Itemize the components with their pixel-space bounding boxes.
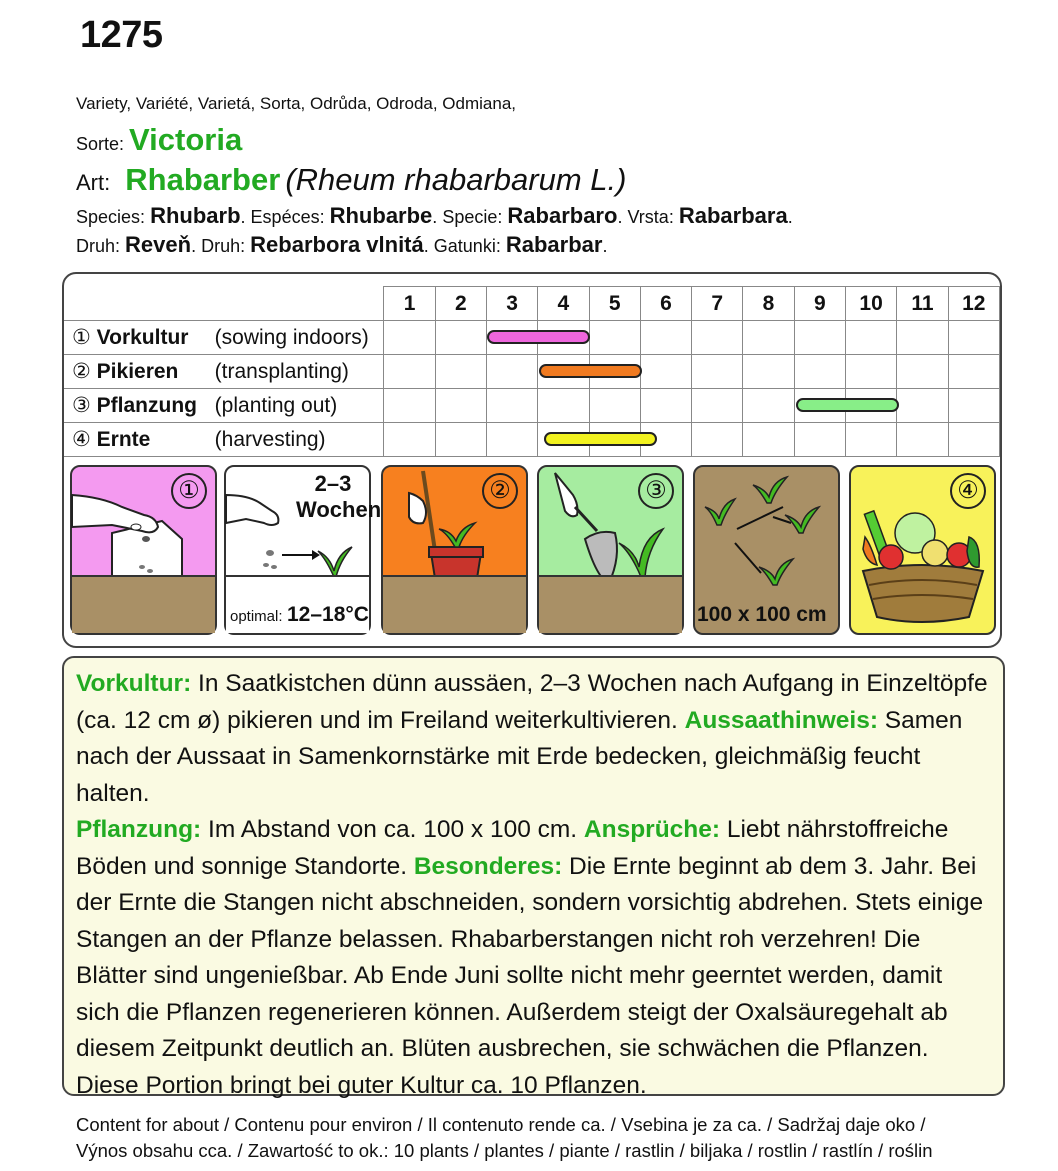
month-label: 6	[640, 287, 691, 321]
activity-name-de: Ernte	[96, 428, 151, 451]
optimal-label: optimal:	[230, 608, 283, 625]
activity-name-en: (planting out)	[214, 394, 338, 417]
month-cell	[743, 423, 794, 457]
sowing-calendar	[62, 272, 1002, 648]
art-latin: (Rheum rhabarbarum L.)	[285, 162, 627, 197]
month-cell	[538, 423, 589, 457]
species-value: Rebarbora vlnitá	[250, 232, 424, 257]
month-cell	[538, 389, 589, 423]
art-row	[76, 162, 626, 198]
tile-planting-out	[537, 465, 684, 635]
month-cell	[486, 389, 537, 423]
activity-name-en: (harvesting)	[214, 428, 326, 451]
soil	[539, 575, 682, 633]
month-cell	[640, 423, 691, 457]
month-cell	[692, 423, 743, 457]
month-label: 9	[794, 287, 845, 321]
info-text: Im Abstand von ca. 100 x 100 cm.	[201, 816, 584, 843]
month-header-row	[64, 287, 1000, 321]
species-label: Specie:	[442, 207, 503, 227]
month-cell	[897, 321, 948, 355]
month-cell	[845, 321, 896, 355]
calendar-row	[64, 389, 1000, 423]
info-paragraph-2	[76, 812, 991, 1068]
species-label: Species:	[76, 207, 146, 227]
month-cell	[692, 389, 743, 423]
info-text: Die Ernte beginnt ab dem 3. Jahr. Bei der Ernte die Stangen nicht abschneiden, sondern vorsichtig abdrehen. Stets einige Stangen an der Pflanze belassen. Rhabarberstangen nicht roh verzehren! Die Blätter sind ungenießbar. Ab Ende Juni sollte nicht mehr geerntet werden, damit sich die Pflanzen regenerieren können. Außerdem steigt der Oxalsäuregehalt ab diesem Zeitpunkt deutlich an. Blüten ausbrechen, sie schwächen die Pflanzen.	[76, 852, 984, 1062]
month-cell	[794, 423, 845, 457]
info-keyword: Pflanzung:	[76, 816, 202, 843]
species-separator: .	[191, 236, 197, 256]
month-cell	[384, 321, 435, 355]
month-label: 2	[435, 287, 486, 321]
month-cell	[384, 355, 435, 389]
species-value: Rabarbar	[505, 232, 603, 257]
tile-germination	[224, 465, 382, 635]
month-cell	[743, 355, 794, 389]
cultivation-info	[62, 656, 1005, 1099]
soil	[383, 575, 526, 633]
step-number-4: ④	[950, 473, 986, 509]
month-cell	[435, 355, 486, 389]
tile-sowing-indoors	[70, 465, 217, 635]
info-text: Samen nach der Aussaat in Samenkornstärke mit Erde bedecken, gleichmäßig feucht halten.	[76, 706, 963, 807]
step-number-1: ①	[171, 473, 207, 509]
activity-name-en: (transplanting)	[214, 360, 349, 383]
species-label: Gatunki:	[433, 236, 501, 256]
optimal-temp	[230, 603, 369, 627]
activity-label	[64, 321, 384, 355]
tile-transplanting	[381, 465, 528, 635]
activity-name-en: (sowing indoors)	[214, 326, 369, 349]
article-number: 1275	[80, 14, 163, 56]
species-value: Rhubarb	[150, 203, 241, 228]
month-cell	[589, 321, 640, 355]
activity-label	[64, 389, 384, 423]
species-separator: .	[787, 207, 793, 227]
month-cell	[948, 355, 999, 389]
activity-number: ③	[72, 394, 91, 417]
species-line-2	[76, 232, 607, 258]
species-line-1	[76, 203, 793, 229]
calendar-row	[64, 355, 1000, 389]
month-label: 4	[538, 287, 589, 321]
temperature-range: 12–18°C	[286, 603, 369, 626]
footer-line-2: Výnos obsahu cca. / Zawartość to ok.: 10 plants / plantes / piante / rastlin / biljaka / rostlin / rastlín / roślin	[76, 1140, 933, 1161]
species-label: Vrsta:	[627, 207, 674, 227]
step-number-3: ③	[638, 473, 674, 509]
month-cell	[692, 355, 743, 389]
month-cell	[640, 321, 691, 355]
month-cell	[845, 355, 896, 389]
month-cell	[743, 389, 794, 423]
info-text: Liebt nährstoffreiche Böden und sonnige Standorte.	[76, 816, 949, 880]
month-cell	[897, 423, 948, 457]
month-cell	[794, 389, 845, 423]
activity-name-de: Pflanzung	[96, 394, 197, 417]
calendar-table	[64, 286, 1000, 457]
germination-weeks	[296, 471, 382, 523]
info-keyword: Besonderes:	[413, 852, 563, 880]
month-cell	[948, 321, 999, 355]
month-cell	[435, 389, 486, 423]
info-keyword: Aussaathinweis:	[684, 706, 878, 734]
info-keyword: Ansprüche:	[583, 816, 721, 843]
step-number-2: ②	[482, 473, 518, 509]
month-cell	[692, 321, 743, 355]
month-label: 1	[384, 287, 435, 321]
portion-note: Diese Portion bringt bei guter Kultur ca. 10 Pflanzen.	[76, 1071, 647, 1099]
art-value: Rhabarber	[125, 162, 281, 197]
month-cell	[897, 389, 948, 423]
species-value: Rhubarbe	[329, 203, 433, 228]
tile-harvesting	[849, 465, 996, 635]
info-text: In Saatkistchen dünn aussäen, 2–3 Wochen nach Aufgang in Einzeltöpfe (ca. 12 cm ø) pikieren und im Freiland weiterkultivieren.	[76, 670, 988, 734]
calendar-row	[64, 423, 1000, 457]
activity-name-de: Vorkultur	[96, 326, 189, 349]
plant-spacing: 100 x 100 cm	[697, 603, 827, 626]
month-cell	[897, 355, 948, 389]
month-cell	[435, 423, 486, 457]
month-label: 3	[486, 287, 537, 321]
calendar-row	[64, 321, 1000, 355]
month-cell	[589, 389, 640, 423]
month-cell	[845, 423, 896, 457]
month-cell	[486, 321, 537, 355]
month-label: 5	[589, 287, 640, 321]
info-paragraph-1	[76, 666, 991, 812]
activity-number: ④	[72, 428, 91, 451]
month-cell	[948, 389, 999, 423]
month-label: 11	[897, 287, 948, 321]
month-label: 8	[743, 287, 794, 321]
activity-label	[64, 355, 384, 389]
weeks-range: 2–3	[314, 471, 352, 496]
activity-name-de: Pikieren	[96, 360, 179, 383]
sorte-label: Sorte:	[76, 134, 125, 154]
month-cell	[589, 423, 640, 457]
month-cell	[640, 389, 691, 423]
month-label: 7	[692, 287, 743, 321]
info-keyword: Vorkultur:	[76, 670, 192, 697]
month-cell	[538, 321, 589, 355]
month-cell	[486, 423, 537, 457]
tile-spacing	[693, 465, 840, 635]
species-separator: .	[432, 207, 438, 227]
header-spacer	[64, 287, 384, 321]
month-label: 10	[845, 287, 896, 321]
species-label: Druh:	[76, 236, 121, 256]
month-cell	[435, 321, 486, 355]
soil	[72, 575, 215, 633]
species-value: Reveň	[125, 232, 192, 257]
species-separator: .	[423, 236, 429, 256]
activity-number: ②	[72, 360, 91, 383]
month-cell	[384, 423, 435, 457]
species-separator: .	[602, 236, 608, 256]
month-cell	[845, 389, 896, 423]
species-value: Rabarbaro	[507, 203, 618, 228]
species-value: Rabarbara	[678, 203, 788, 228]
species-label: Druh:	[201, 236, 246, 256]
month-cell	[384, 389, 435, 423]
month-cell	[794, 321, 845, 355]
species-separator: .	[617, 207, 623, 227]
activity-number: ①	[72, 326, 91, 349]
month-cell	[589, 355, 640, 389]
month-cell	[794, 355, 845, 389]
variety-line: Variety, Variété, Varietá, Sorta, Odrůda, Odroda, Odmiana,	[76, 94, 517, 113]
activity-label	[64, 423, 384, 457]
content-footer	[76, 1112, 933, 1164]
sorte-row	[76, 122, 242, 158]
species-label: Espéces:	[250, 207, 325, 227]
art-label: Art:	[76, 170, 111, 195]
month-label: 12	[948, 287, 999, 321]
month-cell	[743, 321, 794, 355]
month-cell	[640, 355, 691, 389]
sorte-value: Victoria	[129, 122, 243, 157]
month-cell	[486, 355, 537, 389]
month-cell	[538, 355, 589, 389]
species-separator: .	[240, 207, 246, 227]
weeks-label: Wochen	[296, 497, 382, 522]
footer-line-1: Content for about / Contenu pour environ / Il contenuto rende ca. / Vsebina je za ca. / Sadržaj daje oko /	[76, 1114, 926, 1135]
month-cell	[948, 423, 999, 457]
